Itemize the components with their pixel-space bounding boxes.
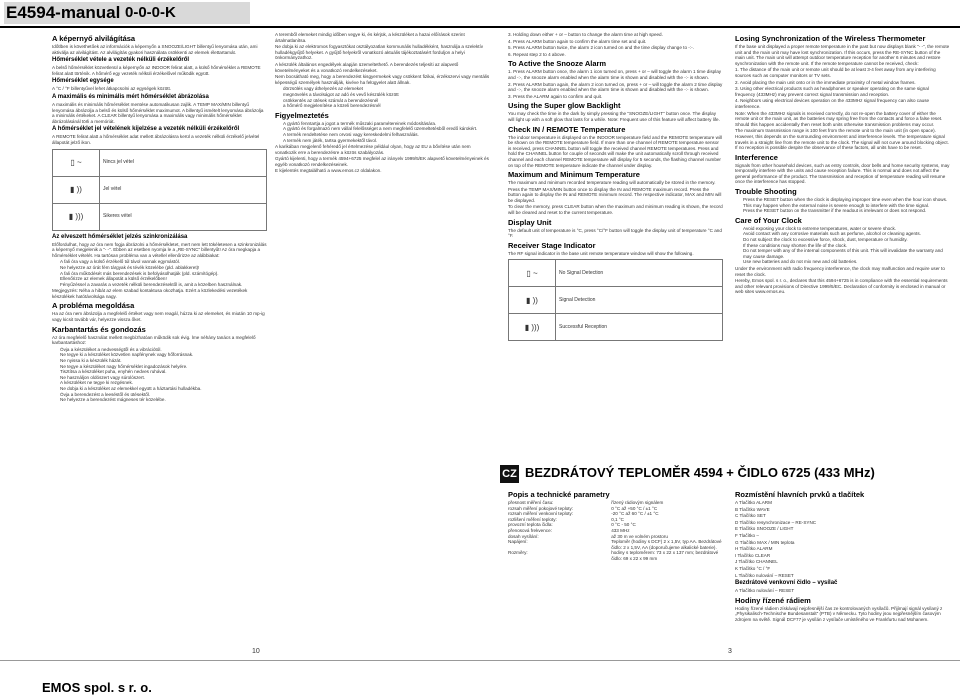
section-heading: Hőmérséklet vétele a vezeték nélküli érzékelőről — [52, 57, 190, 64]
list-item: • Do not subject the clock to excessive force, shock, dust, temperature or humidity. — [743, 237, 950, 243]
section-heading: Figyelmeztetés — [275, 110, 329, 120]
paragraph: A teremből elemeket mindig időben vegye ki, és kérjük, a készüléket a hazai előírások szerint ártalmatlanítsa. — [275, 32, 465, 43]
list-item: • Press the RESET button when the clock is displaying improper time even when the hour icon shows. This may happen when the external noise is severe enough to interfere with the time signal. — [743, 197, 950, 208]
paragraph: Előfordulhat, hogy az óra nem fogja ábrázolni a hőmérsékletet, mert nem lett tökéletesen a szinkronizálás a képernyő megjelenik a "- -". Ebben az esetben nyomja le a „RE-SYNC” billentyűt! Az óra megkapja a hőmérséklet vételét. Ha tartósan probléma van a vétellel ellenőrizze az alábbiakat: — [52, 241, 267, 258]
list-item: A Tlačítko ALARM — [735, 500, 772, 505]
section-heading: Bezdrátové venkovní čidlo – vysílač — [735, 580, 838, 587]
spec-row: Napájení: Teploměr (hodiny s DCF) 2 x 1,5V, typ AA. Bezdrátové čidlo: 2 x 1,5V, AA (doporučujeme alkalické baterie). — [508, 539, 722, 550]
signal-label: Sikeres vétel — [100, 203, 267, 230]
paragraph: Under the environment with radio frequency interference, the clock may malfunction and require user to reset the clock. — [735, 266, 945, 277]
section-heading: Care of Your Clock — [735, 215, 802, 225]
header-rule — [0, 26, 960, 28]
list-item: • dörzsölés vagy áthelyezés az elemeket — [283, 86, 490, 92]
paragraph: The maximum and minimum recorded temperature reading will automatically be stored in the memory. — [508, 180, 716, 186]
list-item: L Tlačítko nulování – RESET — [735, 572, 794, 578]
spec-row: rozsah měření pokojové teploty: 0 °C až +50 °C / ±1 °C — [508, 505, 658, 511]
list-item: • A gyártó fenntartja a jogot a termék műszaki paramétereinek módosítására. — [283, 121, 490, 127]
page-number-left: 10 — [252, 648, 260, 655]
spec-row: přesnost měření času: řízený rádiovým signálem — [508, 500, 664, 505]
reception-icon: ▮ ))) — [509, 314, 556, 341]
paragraph: To clear the memory, press CLEAR button when the maximum and minimum reading is shown, the record will be cleared and reset to the current temperature. — [508, 204, 723, 216]
section-heading: A probléma megoldása — [52, 301, 135, 311]
section-heading: Rozmístění hlavních prvků a tlačítek — [735, 490, 865, 499]
page-number-right: 3 — [728, 648, 732, 655]
signal-label: Nincs jel vétel — [100, 149, 267, 176]
no-signal-icon: ▯ ~ — [509, 260, 556, 287]
column-en-1 — [508, 32, 723, 452]
manual-title: E4594-manual — [6, 3, 121, 22]
list-item: 5. Press ALARM button twice, the alarm 2 icon turned on and the time display change to -:-. — [508, 45, 694, 51]
list-item: • csökkentés az ütések számát a berendezésnél — [283, 98, 490, 104]
company-name: EMOS spol. s r. o. — [42, 680, 152, 695]
paragraph: Hereby, Emos spol. s r. o., declares that this 4594+6725 is in compliance with the essential requirements and other relevant provisions of Directive 1999/5/EC. Declaration of conformity is enclosed in manual or web sites www.emos.eu. — [735, 278, 948, 295]
list-item: H Tlačítko ALARM — [735, 546, 773, 552]
signal-label: No Signal Detection — [556, 260, 723, 287]
list-item: 1. The distance of the main unit or remote unit should be at least 3-4 feet away from any interfering sources such as computer monitors or TV sets. — [735, 67, 936, 78]
list-item: 2. Press ALARM button again, the alarm 2 icon turned on, press + or – will toggle the alarm 2 time display and -:-, the snooze alarm enabled when the alarm time is shown and disabled with the -:- is shown. — [508, 81, 723, 93]
cz-product-title: BEZDRÁTOVÝ TEPLOMĚR 4594 + ČIDLO 6725 (433 MHz) — [525, 465, 875, 480]
list-item: 1. Press ALARM button once, the alarm 1 icon turned on, press + or – will toggle the alarm 1 time display and -:-, the snooze alarm enabled when the alarm time is shown and disabled with the -:- is shown. — [508, 69, 722, 80]
list-item: 3. Using other electrical products such as headphones or speaker operating on the same signal frequency (433MHz) may prevent correct signal transmission and reception. — [735, 86, 929, 97]
list-item: 4. Neighbors using electrical devices operation on the 433MHz signal frequency can also cause interference. — [735, 98, 930, 109]
list-item: • Avoid exposing your clock to extreme temperatures, water or severe shock. — [743, 226, 950, 232]
list-item: • A fali óra vagy a külső érzékelő túl távol vannak egymástól. — [60, 259, 267, 265]
column-cz-1 — [508, 488, 723, 656]
paragraph: Megjegyzés: Néha a hibát az elem szabad kontaktusa okozhatja. Ezért a közlekedési vezetékek készülékek hatótávolsága nagy. — [52, 288, 248, 299]
list-item: G Tlačítko MAX / MIN teplota — [735, 539, 795, 545]
spec-row: Rozměry: hodiny s teploměrem: 73 x 22 x 137 mm; bezdrátové čidlo: 69 x 22 x 99 mm — [508, 550, 719, 561]
column-hu-2 — [275, 32, 490, 402]
column-en-2 — [735, 32, 950, 452]
list-item: 3. Press the ALARM again to confirm and quit. — [508, 93, 603, 99]
paragraph: A °C / °F billentyűvel lehet átkapcsolni az egységek között. — [52, 86, 172, 92]
section-heading: Hőmérséklet egysége — [52, 78, 114, 85]
list-item: • Ne tegye a készüléket nagy hőmérséklet ingadozások helyére. — [60, 364, 267, 370]
list-item: • Use new batteries and do not mix new and old batteries. — [743, 259, 950, 265]
spec-row: rozlišení měření teploty: 0,1 °C — [508, 516, 625, 522]
list-item: E Tlačítko SNOOZE / LIGHT — [735, 526, 794, 532]
list-item: • Avoid contact with any corrosive materials such as perfume, alcohol or cleaning agents. — [743, 231, 950, 237]
list-item: K Tlačítko °C / °F — [735, 565, 771, 571]
list-item: • Press the RESET button on the transmitter if the readout is irrelevant or does not respond. — [743, 208, 950, 214]
list-item: I Tlačítko CLEAR — [735, 552, 771, 558]
list-item: • A fali óra működését más berendezések is befolyásolhatják (pld. számítógép). — [60, 271, 267, 277]
list-item: • Óvja a berendezést a leeséstől és ütésektől. — [60, 392, 267, 398]
paragraph: A karikában megjelenő fehéredő jel értelmezése például olyan, hogy az EU a bővítése után nem vonatkozik erre a berendezésre a közös szabályozás. — [275, 144, 471, 155]
paragraph: A maximális és minimális hőmérséklet mentése automatikusan zajlik. A TEMP MAX/MIN billentyű lenyomása ábrázolja a belső és külső hőmérséklet maximumot. A billentyű ismételt lenyomása ábrázolja a minimális értékeket. A CLEAR billentyű lenyomása a maximális vagy minimális hőmérséklet ábrázolásánál törli a memóriát. — [52, 101, 264, 124]
paragraph: Ha az óra nem ábrázolja a megfelelő értéket vagy nem reagál, húzza ki az elemeket, és miután 10 mp-ig vagy kicsit tovább vár, helyezze vissza őket. — [52, 311, 265, 323]
section-heading: Check IN / REMOTE Temperature — [508, 124, 626, 134]
paragraph: The maximum transmission range is 100 feet from the remote unit to the main unit (in open space). However, this depends on the surrounding environment and interference levels. The temperature signal travels in a straight line from the remote unit to the clock. The signal will not curve around blocking object. If no reception is possible despite the observance of these factors, all units have to be reset. — [735, 128, 949, 151]
signal-label: Signal Detection — [556, 287, 723, 314]
list-item: A Tlačítko nulování – RESET — [735, 588, 795, 594]
section-heading: Receiver Stage Indicator — [508, 240, 596, 250]
signal-table — [508, 259, 723, 341]
section-heading: Popis a technické parametry — [508, 490, 610, 499]
list-item: • Óvja a készüléket a nedvességtől és a vibrációtól. — [60, 347, 267, 353]
section-heading: To Active the Snooze Alarm — [508, 59, 607, 69]
paragraph: If the base unit displayed a proper remote temperature in the past but now displays blank "- -", the remote unit and the main unit may have lost synchronization. If this occurs, press the RE-SYNC button of the main unit. The main unit will attempt outdoor temperature reception for another 6 minutes and restore synchronization with the remote unit. If the remote temperature cannot be received, check: — [735, 44, 950, 66]
list-item: • A termék nem játék, tartsa gyermekektől távol. — [283, 138, 490, 144]
paragraph: Az óra megfelelő használat mellett megbízhatóan működik sok évig. Íme néhány tanács a megfelelő karbantartáshoz: — [52, 334, 256, 346]
section-heading: Using the Super glow Backlight — [508, 101, 621, 111]
section-heading: Maximum and Minimum Temperature — [508, 170, 640, 180]
footer-rule — [0, 660, 960, 661]
section-heading: A maximális és minimális mért hőmérséklet ábrázolása — [52, 93, 209, 100]
paragraph: The indoor temperature is displayed on the INDOOR temperature field and the REMOTE temperature will be shown on the REMOTE temperature field. If more than one channel of REMOTE temperature sensor is received, press CHANNEL button will toggle the received channel REMOTE temperatures. Press and hold the CHANNEL button for couple of seconds will make the unit automatically scroll through received channel and each channel REMOTE temperature will display for 5 seconds, the flashing channel number on top of the REMOTE temperature indicate the channel under display. — [508, 134, 722, 168]
list-item: • Ne helyezze az órát fém tárgyak és tévék közelébe (pld. ablakkeret)! — [60, 265, 267, 271]
paragraph: Ne dobja ki az elektromos fogyasztókat osztályozatlan kommunális hulladékként, használja a szelektív hulladékgyűjtő helyeket. A gyűjtő helyekről vonatkozó aktuális tájékoztatásért forduljon a helyi önkormányzathoz. — [275, 44, 484, 61]
list-item: 3. Holding down either + or – button to change the alarm time at high speed. — [508, 32, 663, 37]
paragraph: A REMOTE felirat alatt a hőmérséklet adat mellett ábrázolásra kerül a vezeték nélküli érzékelő jelvétel állapotát jelző ikon. — [52, 134, 260, 145]
list-item: • Ne tegye ki a készüléket közvetlen napfénynek vagy hőforrásnak. — [60, 352, 267, 358]
list-item: • Ellenőrizze az elemek állapotát a külső érzékelőben! — [60, 276, 267, 282]
list-item: • Tisztítsa a készüléket puha, enyhén nedves ruhával. — [60, 369, 267, 375]
column-cz-2 — [735, 488, 950, 656]
list-item: • A gyártó és forgalmazó nem vállal felelősséget a nem megfelelő üzemeltetésből eredő károkért. — [283, 126, 490, 132]
paragraph: A belső hőmérséklet közvetlenül a képernyőn az INDOOR felirat alatt, a külső hőmérséklet a REMOTE felirat alatt történik. A hőmérő egy vezeték nélküli érzékelővel működik együtt. — [52, 65, 261, 76]
column-hu-1 — [52, 32, 267, 657]
section-heading: Trouble Shooting — [735, 187, 797, 197]
list-item: • A készüléket ne tegye ki rezgésnek. — [60, 380, 267, 386]
list-item: • A termék rendeltetése nem orvosi vagy kereskedelmi felhasználás. — [283, 132, 490, 138]
list-item: C Tlačítko SET — [735, 513, 766, 519]
paragraph: Signals from other household devices, such as entry controls, door bells and home security systems, may temporarily interfere with the units and cause reception failure. This is normal and does not affect the general performance of the product. The transmission and reception of temperature reading will resume once the interference has stopped. — [735, 162, 950, 185]
section-heading: A képernyő alvilágítása — [52, 34, 136, 43]
language-badge: CZ — [500, 465, 519, 483]
list-item: • Ne használjon oldószert vagy súrolószert. — [60, 375, 267, 381]
section-heading: A hőmérséklet jel vételének kijelzése a vezeték nélküli érzékelőről — [52, 126, 240, 133]
list-item: 6. Repeat step 2 to 4 above. — [508, 51, 566, 57]
section-heading: Karbantartás és gondozás — [52, 324, 146, 334]
section-heading: Az elveszett hőmérséklet jelzés szinkronizálása — [52, 233, 188, 240]
list-item: F Tlačítko – — [735, 532, 759, 538]
spec-row: provozní teplota čidla: 0 °C - 50 °C — [508, 522, 636, 528]
list-item: • Do not temper with any of the internal components of this unit. This will invalidate the warranty and may cause damage. — [743, 248, 950, 259]
list-item: • megnövelés a távolságot az adó és vevő készülék között — [283, 92, 490, 98]
list-item: • Ne helyezze a berendezést mágneses tér közelébe. — [60, 397, 267, 403]
list-item: D Tlačítko resynchronizace – RE-SYNC — [735, 519, 817, 525]
list-item: 2. Avoid placing the main unit onto or in the immediate proximity of metal window frames. — [735, 79, 916, 85]
signal-table — [52, 149, 267, 231]
list-item: • Ne nyissa ki a készülék házát. — [60, 358, 267, 364]
list-item: • Fényűzéssel a zavarás a vezeték nélküli berendezésektől is, amit a közelben használnak. — [60, 282, 267, 288]
paragraph: Gyártó kijelenti, hogy a termék 4594+6725 megfelel az irányelv 1999/5/EK alapvető követelményeinek és egyéb vonatkozó rendelkezéseinek. — [275, 156, 489, 167]
paragraph: Időtlben is követhetőek az információk a képernyőn a SNOOZE/LIGHT billentyű lenyomása után, ami aktiválja az alvilágítást. Az alvilágítás gyakori használata csökkenti az elemek élettartamát. — [52, 44, 258, 55]
section-heading: Hodiny řízené rádiem — [735, 595, 811, 605]
list-item: • If these conditions may shorten the life of the clock. — [743, 243, 950, 249]
list-item: • a hőmérő megjelenítése a közeli berendezésnél — [283, 103, 490, 109]
paragraph: E kijelentés megtalálható a www.emos.cz oldalakon. — [275, 168, 382, 174]
section-heading: Display Unit — [508, 217, 552, 227]
section-heading: Interference — [735, 152, 778, 162]
reception-icon: ▮ ))) — [53, 203, 100, 230]
signal-label: Jel vétel — [100, 176, 267, 203]
spec-row: dosah vysílání: až 30 m ve volném prostoru — [508, 533, 668, 539]
paragraph: A készülék általános engedélyek alapján üzemeltethető. A berendezés teljesíti az alapvető követelményeket és a vonatkozó rendelkezéseket. — [275, 61, 459, 73]
paragraph: Note: When the 433MHz signals is received correctly, do not re-open the battery cover of either the remote unit or the main unit, as the batteries may spring free from the contacts and force a false reset. Should this happen accidentally then reset both units otherwise transmission problems may occur. — [735, 110, 943, 127]
list-item: B Tlačítko WAVE — [735, 506, 770, 512]
list-item: J Tlačítko CHANNEL — [735, 559, 778, 565]
manual-code: 0-0-0-K — [125, 4, 176, 21]
paragraph: The default unit of temperature is °C, press °C/°F button will toggle the display unit of temperature °C and °F. — [508, 227, 722, 239]
no-signal-icon: ▯ ~ — [53, 149, 100, 176]
signal-label: Successful Reception — [556, 314, 723, 341]
paragraph: Nem bocsátható meg, hogy a berendezést kisgyermekek vagy csökkent fizikai, érzékszervi vagy mentális képességű személyek használják, kivéve ha felügyelet alatt állnak. — [275, 74, 490, 85]
signal-icon: ▮ )) — [509, 287, 556, 314]
paragraph: You may check the time in the dark by simply pressing the "SNOOZE/LIGHT" button once. The display will light up with a soft glow that lasts for a while. Note: Frequent use of this feature will affect battery life. — [508, 111, 720, 122]
signal-icon: ▮ )) — [53, 176, 100, 203]
list-item: • Ne dobja ki a készüléket az elemekkel együtt a háztartási hulladékba. — [60, 386, 267, 392]
paragraph: Hodiny řízené rádiem získávají nejpřesnější čas ze kontrolovaných vysílačů. Přijímají signál vysílaný z „Physikalisch-Technische Bundesanstalt“ (PTB) v Německu. Tyto hodiny jsou nejpřesnějším časovým zdrojem na světě. Signál DCF77 je vysílán z vysílače umístěného ve Frankfurtu nad Mohanem. — [735, 605, 943, 622]
spec-row: přenosová frekvence: 433 MHz — [508, 527, 630, 533]
paragraph: Press the TEMP MAX/MIN button once to display the IN and REMOTE maximum record. Press the button again to display the IN and REMOTE minimum record. The respective indicator, MAX and MIN will be displayed. — [508, 186, 722, 203]
list-item: 4. Press ALARM button again to confirm the alarm time set and quit. — [508, 38, 647, 44]
paragraph: The RF signal indicator in the base unit remote temperature window will show the following. — [508, 250, 694, 256]
spec-row: rozsah měření venkovní teploty: -20 °C až 60 °C / ±1 °C — [508, 511, 659, 517]
section-heading: Losing Synchronization of the Wireless Thermometer — [735, 34, 926, 43]
